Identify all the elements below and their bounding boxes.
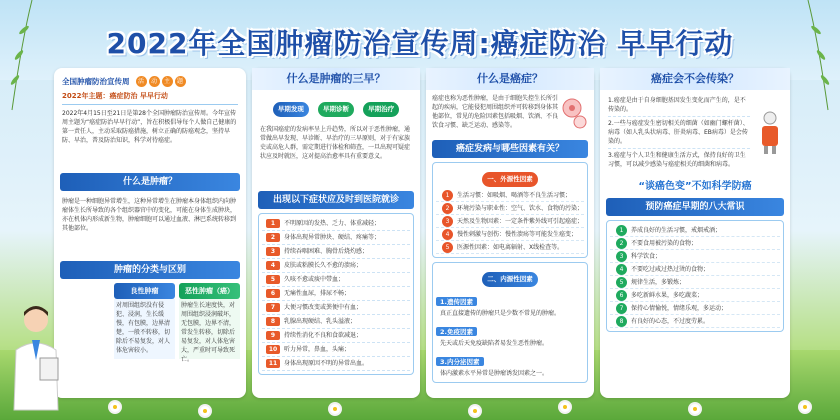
prevent-tip: 6 多吃新鲜水果，多吃蔬菜；	[610, 289, 780, 302]
doctor-illustration	[4, 300, 68, 410]
symptom-item: 4 皮肤或粘膜长久不愈的溃疡；	[262, 259, 410, 273]
internal-factors-box	[432, 262, 588, 383]
daisy-decoration	[560, 402, 570, 412]
three-early-text: 在我国癌症的发病率呈上升趋势，所以对于恶性肿瘤，通常做出早发现、早诊断、早治疗的三早原则，对于有家族史或高危人群，需定期进行体检和筛查，一旦出现可疑症状应及时就医，这对提高治愈率具有重要意义。	[260, 126, 411, 160]
daisy-decoration	[690, 404, 700, 414]
malignant-title: 恶性肿瘤（癌）	[179, 283, 240, 299]
cancer-intro-row	[426, 90, 594, 136]
prevent-tips-list	[606, 220, 784, 332]
what-cancer-header: 什么是癌症？	[426, 68, 594, 90]
symptom-item: 6 无痛性血尿，排尿不畅；	[262, 287, 410, 301]
prevent-tip: 4 不要吃过咸过热过烫的食物；	[610, 263, 780, 276]
prevent-tip: 3 科学饮食；	[610, 250, 780, 263]
page-title: 2022年全国肿瘤防治宣传周:癌症防治 早早行动	[106, 27, 734, 60]
panel-three-early	[252, 68, 420, 398]
symptom-item: 1 不明原因的发热、乏力、体重减轻；	[262, 217, 410, 231]
prevent-header: 预防癌症早期的八大常识	[606, 198, 784, 216]
symptoms-header: 出现以下症状应及时到医院就诊	[258, 191, 414, 209]
benign-title: 良性肿瘤	[114, 283, 175, 299]
theme-line: 2022年主题：癌症防治 早早行动	[62, 91, 238, 105]
tumor-types-header: 肿瘤的分类与区别	[60, 261, 240, 279]
internal-label-row	[436, 266, 584, 287]
prevent-tip: 5 规律生活，多锻炼；	[610, 276, 780, 289]
factors-header: 癌症发病与哪些因素有关？	[432, 140, 588, 158]
daisy-decoration	[200, 406, 210, 416]
pill-early-diagnosis: 早期诊断	[318, 102, 354, 117]
internal-item: 2.免疫因素 先天或后天免疫缺陷者易发生恶性肿瘤。	[436, 319, 584, 349]
three-early-header: 什么是肿瘤的三早？	[252, 68, 420, 90]
internal-item: 3.内分泌因素 体内激素水平异常是肿瘤诱发因素之一。	[436, 349, 584, 379]
daisy-decoration	[110, 402, 120, 412]
symptom-item: 8 乳腺出现硬结、乳头溢液；	[262, 315, 410, 329]
week-label-row	[54, 68, 246, 89]
tumor-types-columns	[114, 283, 240, 363]
cancer-text: 癌症也称为恶性肿瘤，是由于细胞失控生长所引起的疾病，它能侵犯周围组织并可转移到身体其他部位，常见的危险因素包括吸烟、饮酒、不良饮食习惯、缺乏运动、感染等。	[432, 95, 559, 129]
panel-what-cancer	[426, 68, 594, 398]
malignant-column	[179, 283, 240, 363]
prevent-tip: 7 保持心情愉悦，情绪乐观，多运动；	[610, 302, 780, 315]
external-item: 5 医源性因素：如电离辐射、X线检查等。	[436, 241, 584, 254]
malignant-text: 肿瘤生长速度快，对周围组织浸润破坏，无包膜，边界不清，常发生转移，切除后易复发，对人体危害大，严重时可导致死亡。	[179, 299, 240, 359]
daisy-decoration	[800, 402, 810, 412]
theme-tag: 动	[149, 76, 160, 87]
symptom-item: 3 持续吞咽困难、胸骨后烧灼感；	[262, 245, 410, 259]
panel-contagious	[600, 68, 790, 398]
external-label: 一、外源性因素	[482, 172, 538, 187]
external-item: 1 生活习惯：如吸烟、喝酒等不良生活习惯；	[436, 189, 584, 202]
theme-tag: 主	[162, 76, 173, 87]
what-tumor-text: 肿瘤是一种细胞异常增生，这种异常增生在肿瘤本身体组织内向肿瘤体生长所导致的各个组织器官中的变化，可能在身体生成肿块，亦在机体内形成新生物，肿瘤细胞可以通过血液、淋巴系统转移到其他部位。	[62, 198, 237, 232]
contagious-list	[600, 90, 790, 171]
symptom-list	[258, 213, 414, 375]
three-early-pills	[252, 96, 420, 117]
external-factors-box	[432, 162, 588, 258]
daisy-decoration	[470, 406, 480, 416]
what-tumor-header: 什么是肿瘤？	[60, 173, 240, 191]
panel-intro	[54, 68, 246, 398]
benign-text: 对周围组织没有侵犯、浸润，生长缓慢，有包膜，边界清楚，一般不转移，切除后不易复发，对人体危害较小。	[114, 299, 175, 359]
contagious-header: 癌症会不会传染？	[600, 68, 790, 90]
benign-column	[114, 283, 175, 359]
cells-icon	[560, 94, 588, 132]
symptom-item: 5 久咳不愈或痰中带血；	[262, 273, 410, 287]
symptom-item: 2 身体出现异常肿块、硬结、疼痛等；	[262, 231, 410, 245]
external-item: 3 天然及生物因素：一定条件紫外线可引起癌症；	[436, 215, 584, 228]
internal-item: 1.遗传因素 真正直接遗传的肿瘤只是少数不常见的肿瘤。	[436, 289, 584, 319]
contagious-item: 3.癌症与个人卫生和健康生活方式，保持良好的卫生习惯，可以减少感染与癌症相关的细菌和病毒。	[608, 152, 746, 168]
intro-text: 2022年4月15日至21日是第28个全国肿瘤防治宣传周。今年宣传周主题为“癌症防治早早行动”，旨在积极倡导每个人做自己健康的第一责任人，主动采取防癌措施，树立正确的防癌观念，坚持早防、早治，普及防治知识，科学对待癌症。	[62, 110, 237, 144]
external-item: 4 慢性刺激与创伤：慢性溃疡等可能发生癌变；	[436, 228, 584, 241]
prevent-tip: 1 养成良好的生活习惯，戒烟戒酒；	[610, 224, 780, 237]
contagious-item: 2.一些与癌症发生密切相关的细菌（如幽门螺杆菌）、病毒（如人乳头状病毒、肝炎病毒、EB病毒）是会传染的。	[608, 117, 750, 149]
theme-tag: 题	[175, 76, 186, 87]
pill-early-treatment: 早期治疗	[363, 102, 399, 117]
symptom-item: 11 身体出现原因不明的异常出血。	[262, 357, 410, 371]
daisy-decoration	[330, 404, 340, 414]
slogan: “谈癌色变”不如科学防癌	[638, 181, 752, 192]
week-label: 全国肿瘤防治宣传周	[62, 77, 130, 86]
prevent-tip: 8 有良好的心态，不过度劳累。	[610, 315, 780, 328]
symptom-item: 10 听力异常，鼻血，头痛；	[262, 343, 410, 357]
theme-tags	[134, 76, 186, 87]
figure-icon	[756, 110, 784, 154]
symptom-item: 7 大便习惯改变或粪便中有血；	[262, 301, 410, 315]
pill-early-detection: 早期发现	[273, 102, 309, 117]
theme-tag: 活	[136, 76, 147, 87]
external-label-row	[436, 166, 584, 187]
external-item: 2 环境污染与职业性：空气、饮水、食物的污染；	[436, 202, 584, 215]
internal-label: 二、内源性因素	[482, 272, 538, 287]
prevent-tip: 2 不要食用被污染的食物；	[610, 237, 780, 250]
symptom-item: 9 持续性消化不良和食欲减退；	[262, 329, 410, 343]
contagious-item: 1.癌症是由于自身细胞基因发生变化而产生的，是不传染的。	[608, 94, 750, 117]
